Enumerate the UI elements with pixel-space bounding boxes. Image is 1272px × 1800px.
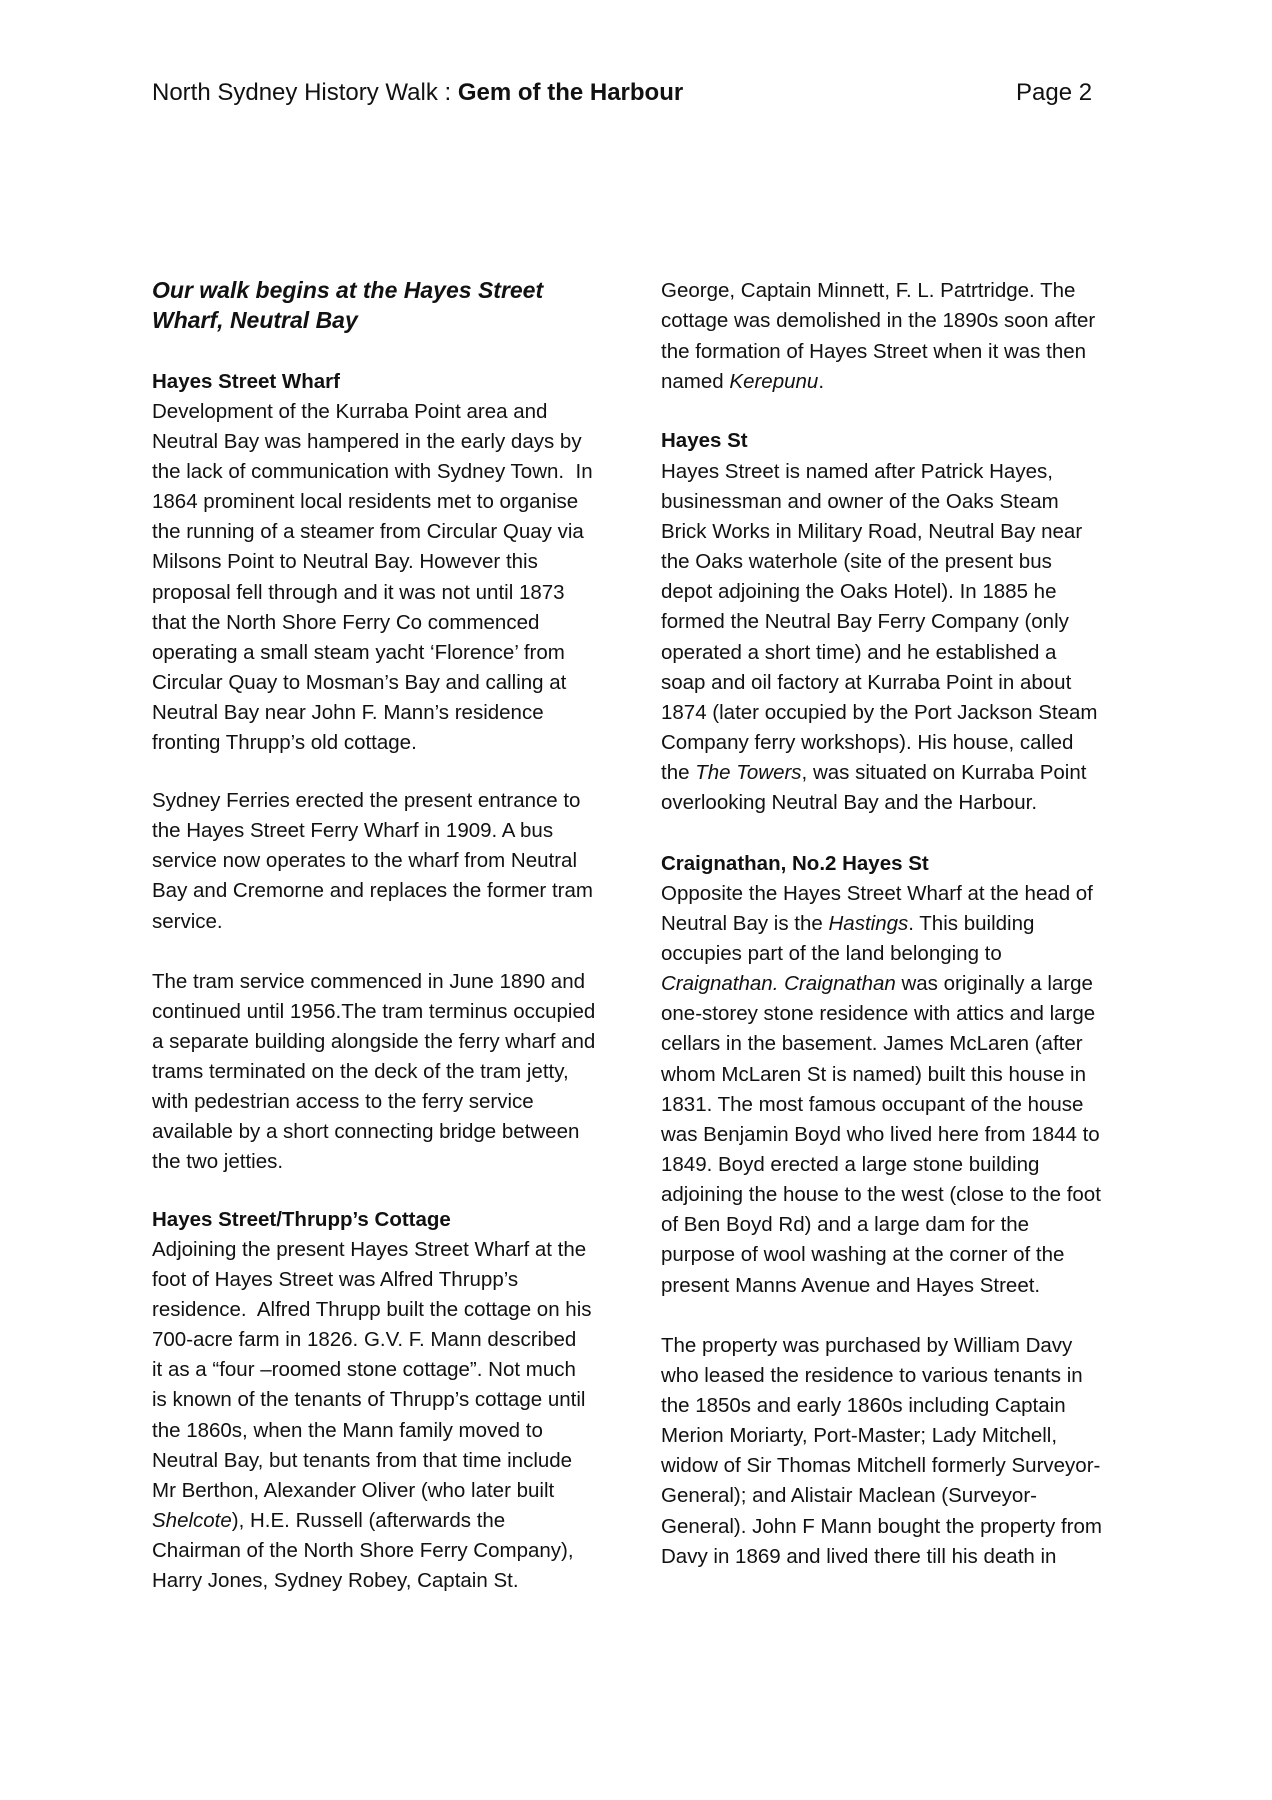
text-line [152,457,632,487]
text-segment: foot of Hayes Street was Alfred Thrupp’s [152,1267,519,1291]
text-line [152,1205,632,1235]
text-segment: available by a short connecting bridge between [152,1120,580,1144]
text-segment: Merion Moriarty, Port-Master; Lady Mitchell, [661,1424,1058,1448]
text-segment: The property was purchased by William Davy [661,1333,1073,1357]
text-segment: General); and Alistair Maclean (Surveyor- [661,1484,1037,1508]
text-line [661,1451,1141,1481]
text-line [661,788,1141,818]
text-line [661,1060,1141,1090]
text-line [661,1361,1141,1391]
text-line [661,939,1141,969]
paragraph [152,397,632,759]
text-line [661,999,1141,1029]
text-line [661,1180,1141,1210]
text-segment: was Benjamin Boyd who lived here from 1844 to [661,1122,1100,1146]
section-heading-thrupps-cottage [152,1205,632,1235]
paragraph [152,967,632,1178]
text-line [152,1295,632,1325]
text-segment: The tram service commenced in June 1890 and [152,969,586,993]
text-segment: trams terminated on the deck of the tram jetty, [152,1059,569,1083]
text-segment: Hayes Street is named after Patrick Hayes, [661,459,1053,483]
text-line [661,607,1141,637]
text-line [661,1331,1141,1361]
text-segment: Harry Jones, Sydney Robey, Captain St. [152,1569,519,1593]
text-segment: service now operates to the wharf from Neutral [152,849,577,873]
text-segment: occupies part of the land belonging to [661,941,1002,965]
text-line [661,1271,1141,1301]
text-line [661,577,1141,607]
text-segment: Neutral Bay is the [661,911,829,935]
section-heading-hayes-st [661,426,1141,456]
text-segment: Hayes Street Wharf [152,369,340,393]
text-segment: 1849. Boyd erected a large stone building [661,1153,1040,1176]
text-line [661,1391,1141,1421]
text-line [661,1210,1141,1240]
text-line [152,367,632,397]
text-line [661,547,1141,577]
text-line [661,849,1141,879]
text-line [152,786,632,816]
text-segment: is known of the tenants of Thrupp’s cottage until [152,1388,586,1412]
text-line [152,1117,632,1147]
text-line [152,608,632,638]
text-segment: Company ferry workshops). His house, called [661,731,1074,755]
text-segment: with pedestrian access to the ferry service [152,1090,534,1114]
text-line [661,1421,1141,1451]
text-segment: Davy in 1869 and lived there till his death in [661,1544,1057,1568]
text-segment: Craignathan, No.2 Hayes St [661,851,929,875]
text-line [152,1506,632,1536]
text-segment: overlooking Neutral Bay and the Harbour. [661,791,1038,815]
text-segment: Development of the Kurraba Point area and [152,399,548,423]
text-segment: present Manns Avenue and Hayes Street. [661,1273,1041,1297]
text-line [152,668,632,698]
text-segment: the Oaks waterhole (site of the present bus [661,550,1052,574]
text-line [661,337,1141,367]
text-line [152,698,632,728]
text-line [661,517,1141,547]
text-segment: ), H.E. Russell (afterwards the [231,1509,506,1533]
text-line [661,728,1141,758]
text-segment: the [661,761,696,785]
text-segment: proposal fell through and it was not until 1873 [152,580,565,604]
text-segment: service. [152,909,223,933]
text-line [661,1512,1141,1542]
text-line [661,1120,1141,1150]
text-segment: of Ben Boyd Rd) and a large dam for the [661,1213,1030,1237]
text-line [152,997,632,1027]
text-line [152,846,632,876]
text-segment: George, Captain Minnett, F. L. Patrtridge. The [661,279,1076,303]
text-line [152,1325,632,1355]
text-segment: 1831. The most famous occupant of the house [661,1092,1084,1116]
text-line [661,1481,1141,1511]
text-segment: cellars in the basement. James McLaren (after [661,1032,1083,1056]
paragraph [152,786,632,937]
text-line [152,728,632,758]
text-segment: Adjoining the present Hayes Street Wharf at the [152,1237,587,1261]
text-segment: the running of a steamer from Circular Quay via [152,520,584,544]
text-line [152,517,632,547]
text-line [152,816,632,846]
text-line [152,1057,632,1087]
text-line [661,668,1141,698]
text-segment: purpose of wool washing at the corner of the [661,1243,1065,1267]
paragraph [661,457,1141,819]
text-line [661,457,1141,487]
text-line [152,1536,632,1566]
text-line [152,967,632,997]
text-segment: Neutral Bay near John F. Mann’s residence [152,701,544,725]
text-line [152,578,632,608]
paragraph [661,276,1141,397]
text-line [152,305,632,335]
text-segment: the 1850s and early 1860s including Captain [661,1394,1066,1417]
text-segment: whom McLaren St is named) built this house in [661,1062,1087,1086]
text-segment: widow of Sir Thomas Mitchell formerly Surveyor- [661,1454,1101,1478]
text-segment: Hayes St [661,428,748,452]
walk-intro-title [152,275,632,335]
italic-text: Craignathan. Craignathan [661,972,896,996]
text-segment: the 1860s, when the Mann family moved to [152,1418,543,1442]
text-segment: Milsons Point to Neutral Bay. However this [152,550,538,574]
text-line [661,1090,1141,1120]
text-segment: the two jetties. [152,1150,284,1174]
text-line [152,907,632,937]
header-title-prefix: North Sydney History Walk : [152,79,458,106]
text-segment: depot adjoining the Oaks Hotel). In 1885 he [661,580,1057,604]
section-heading-craignathan [661,849,1141,879]
text-segment: the Hayes Street Ferry Wharf in 1909. A bus [152,819,554,843]
text-segment: the formation of Hayes Street when it was then [661,339,1087,363]
text-line [661,969,1141,999]
text-line [152,547,632,577]
text-segment: continued until 1956.The tram terminus occupied [152,999,596,1023]
page-header-title [152,78,683,108]
text-line [152,1235,632,1265]
text-segment: Opposite the Hayes Street Wharf at the head of [661,881,1093,905]
paragraph [661,879,1141,1301]
text-segment: . [818,369,825,393]
text-line [152,487,632,517]
text-line [152,1416,632,1446]
text-line [152,1566,632,1596]
text-line [661,1240,1141,1270]
text-segment: fronting Thrupp’s old cottage. [152,731,417,755]
text-line [661,276,1141,306]
text-segment: one-storey stone residence with attics and large [661,1002,1096,1026]
text-line [152,638,632,668]
text-line [152,1355,632,1385]
text-line [661,879,1141,909]
text-line [661,698,1141,728]
text-segment: soap and oil factory at Kurraba Point in about [661,670,1072,694]
text-line [661,758,1141,788]
text-segment: cottage was demolished in the 1890s soon after [661,309,1096,333]
text-segment: residence. Alfred Thrupp built the cottage on his [152,1298,592,1321]
page-number: Page 2 [1016,79,1093,106]
italic-text: Kerepunu [729,369,819,393]
text-segment: Sydney Ferries erected the present entrance to [152,789,581,812]
paragraph [152,1235,632,1597]
text-segment: named [661,369,730,393]
text-segment: Neutral Bay, but tenants from that time include [152,1448,573,1472]
text-segment: formed the Neutral Bay Ferry Company (only [661,610,1069,634]
italic-text: Shelcote [152,1509,232,1533]
text-line [152,876,632,906]
text-line [152,1446,632,1476]
text-segment: it as a “four –roomed stone cottage”. Not much [152,1358,576,1382]
text-line [661,367,1141,397]
text-line [152,1265,632,1295]
text-line [152,1087,632,1117]
text-segment: the lack of communication with Sydney Town. In [152,459,593,483]
text-segment: a separate building alongside the ferry wharf and [152,1029,596,1053]
text-line [152,275,632,305]
text-line [152,1476,632,1506]
paragraph [661,1331,1141,1572]
text-segment: Circular Quay to Mosman’s Bay and calling at [152,671,567,694]
italic-text: The Towers [695,761,802,785]
text-segment: Mr Berthon, Alexander Oliver (who later built [152,1478,555,1502]
text-segment: operated a short time) and he established a [661,640,1057,664]
text-line [661,1150,1141,1180]
text-line [661,306,1141,336]
section-heading-hayes-street-wharf [152,367,632,397]
text-segment: , was situated on Kurraba Point [801,761,1087,785]
text-segment: 1874 (later occupied by the Port Jackson Steam [661,700,1098,724]
text-segment: businessman and owner of the Oaks Steam [661,489,1059,513]
text-segment: Brick Works in Military Road, Neutral Bay near [661,520,1083,543]
text-segment: that the North Shore Ferry Co commenced [152,610,540,634]
text-line [661,426,1141,456]
text-segment: who leased the residence to various tenants in [661,1363,1083,1387]
text-line [152,1385,632,1415]
text-segment: Wharf, Neutral Bay [152,307,358,334]
text-line [661,638,1141,668]
text-segment: . This building [908,911,1035,935]
text-segment: Our walk begins at the Hayes Street [152,277,544,303]
text-segment: was originally a large [895,972,1093,996]
text-segment: 1864 prominent local residents met to organise [152,490,579,514]
text-segment: Hayes Street/Thrupp’s Cottage [152,1207,451,1231]
text-segment: Neutral Bay was hampered in the early days by [152,429,582,453]
italic-text: Hastings [828,911,909,935]
text-segment: General). John F Mann bought the property from [661,1514,1102,1538]
text-segment: adjoining the house to the west (close to the foot [661,1183,1101,1207]
text-line [661,487,1141,517]
text-segment: operating a small steam yacht ‘Florence’ from [152,640,565,664]
text-line [661,1029,1141,1059]
text-segment: 700-acre farm in 1826. G.V. F. Mann described [152,1328,577,1352]
text-line [152,427,632,457]
header-title-bold: Gem of the Harbour [457,79,684,106]
text-line [152,397,632,427]
text-segment: Bay and Cremorne and replaces the former tram [152,879,593,903]
text-line [152,1027,632,1057]
text-line [661,909,1141,939]
text-line [152,1147,632,1177]
text-segment: Chairman of the North Shore Ferry Company), [152,1539,574,1563]
text-line [661,1542,1141,1572]
